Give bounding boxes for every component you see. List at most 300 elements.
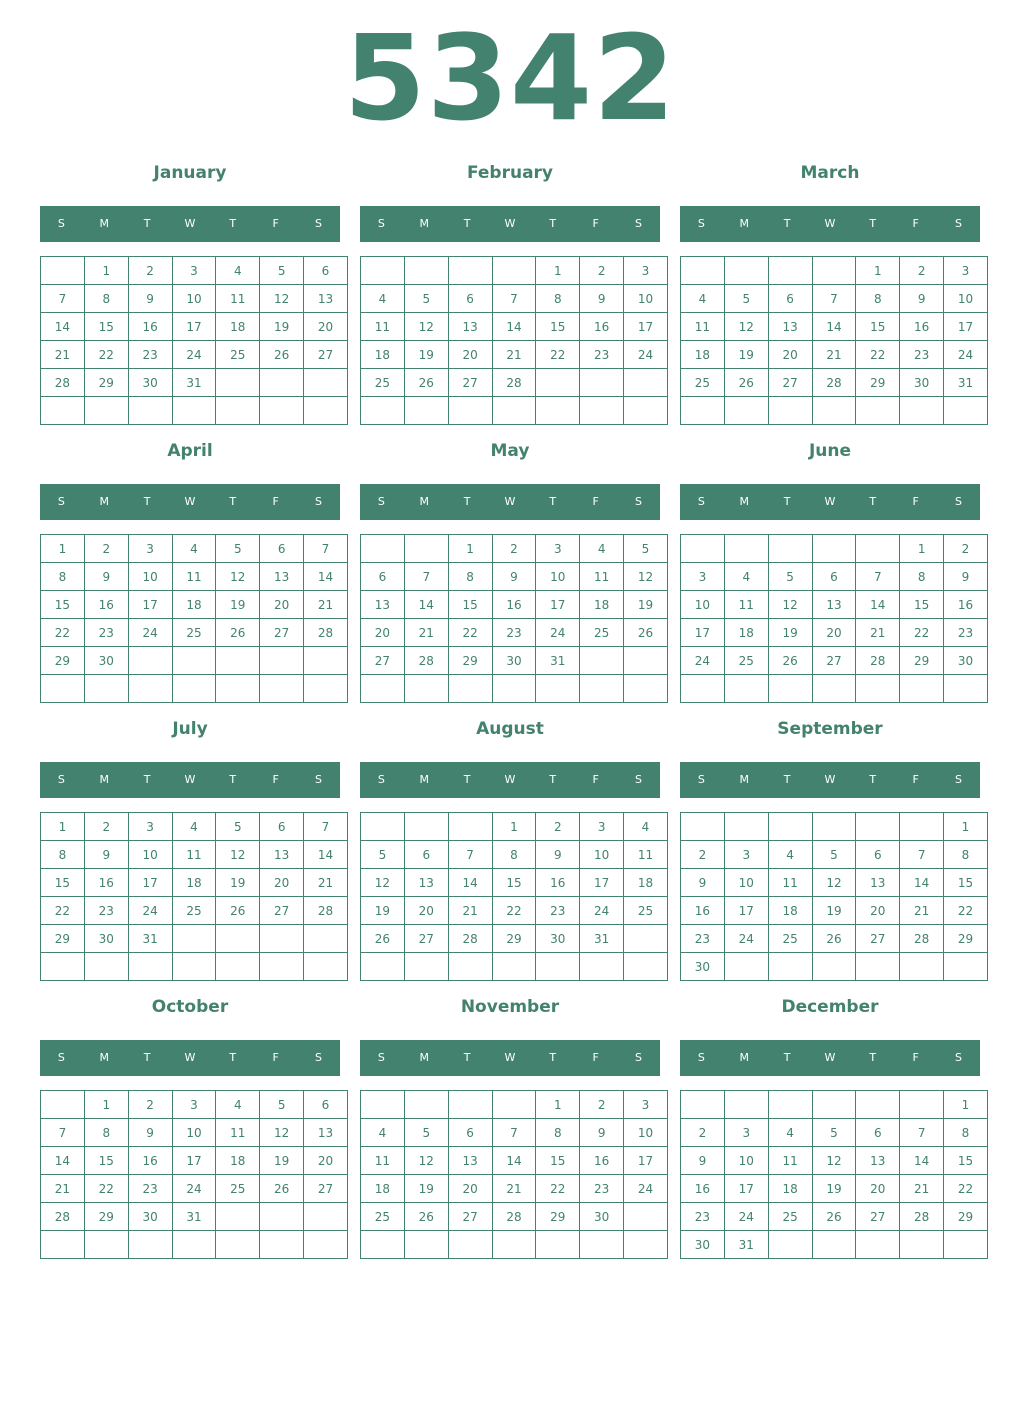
day-cell: 5 <box>361 841 405 869</box>
week-row <box>681 841 988 869</box>
weekday-header <box>680 206 980 242</box>
empty-day-cell <box>492 675 536 703</box>
day-cell: 12 <box>216 563 260 591</box>
week-row <box>41 897 348 925</box>
day-cell: 4 <box>216 257 260 285</box>
week-row <box>361 841 668 869</box>
day-cell: 3 <box>128 535 172 563</box>
empty-day-cell <box>304 953 348 981</box>
empty-day-cell <box>84 675 128 703</box>
empty-day-cell <box>624 397 668 425</box>
empty-day-cell <box>41 1091 85 1119</box>
day-cell: 6 <box>448 285 492 313</box>
day-cell: 5 <box>404 285 448 313</box>
day-cell: 8 <box>944 1119 988 1147</box>
day-cell: 19 <box>404 341 448 369</box>
day-cell: 22 <box>944 1175 988 1203</box>
empty-day-cell <box>448 1091 492 1119</box>
day-cell: 9 <box>128 285 172 313</box>
day-cell: 14 <box>812 313 856 341</box>
weekday-header <box>360 206 660 242</box>
day-cell: 16 <box>492 591 536 619</box>
weekday-label: S <box>954 217 962 230</box>
weekday-label: W <box>824 1051 836 1064</box>
empty-day-cell <box>944 953 988 981</box>
empty-day-cell <box>856 535 900 563</box>
day-cell: 22 <box>448 619 492 647</box>
week-row <box>361 369 668 397</box>
day-cell: 3 <box>580 813 624 841</box>
empty-day-cell <box>216 647 260 675</box>
day-cell: 26 <box>361 925 405 953</box>
day-cell: 3 <box>724 841 768 869</box>
day-cell: 4 <box>624 813 668 841</box>
day-cell: 14 <box>304 563 348 591</box>
empty-day-cell <box>856 1231 900 1259</box>
day-cell: 27 <box>856 925 900 953</box>
day-cell: 30 <box>84 647 128 675</box>
week-row <box>361 647 668 675</box>
day-grid <box>360 1090 668 1259</box>
day-cell: 19 <box>260 1147 304 1175</box>
empty-day-cell <box>536 675 580 703</box>
week-row <box>681 675 988 703</box>
day-cell: 30 <box>536 925 580 953</box>
day-cell: 2 <box>128 1091 172 1119</box>
empty-day-cell <box>128 1231 172 1259</box>
day-cell: 29 <box>41 925 85 953</box>
day-cell: 22 <box>41 619 85 647</box>
day-cell: 6 <box>361 563 405 591</box>
day-cell: 30 <box>580 1203 624 1231</box>
day-cell: 7 <box>900 841 944 869</box>
day-cell: 29 <box>41 647 85 675</box>
day-cell: 5 <box>216 535 260 563</box>
day-cell: 2 <box>580 257 624 285</box>
empty-day-cell <box>812 397 856 425</box>
day-cell: 10 <box>536 563 580 591</box>
empty-day-cell <box>724 813 768 841</box>
weekday-label: T <box>143 495 151 508</box>
day-cell: 31 <box>536 647 580 675</box>
day-cell: 20 <box>404 897 448 925</box>
day-cell: 12 <box>404 1147 448 1175</box>
empty-day-cell <box>724 257 768 285</box>
empty-day-cell <box>304 369 348 397</box>
day-cell: 17 <box>172 313 216 341</box>
day-cell: 29 <box>84 369 128 397</box>
day-cell: 24 <box>681 647 725 675</box>
day-cell: 27 <box>448 1203 492 1231</box>
day-cell: 6 <box>812 563 856 591</box>
week-row <box>41 841 348 869</box>
day-cell: 23 <box>128 341 172 369</box>
week-row <box>41 953 348 981</box>
empty-day-cell <box>724 1091 768 1119</box>
day-cell: 4 <box>724 563 768 591</box>
weekday-label: S <box>697 1051 705 1064</box>
day-cell: 26 <box>216 619 260 647</box>
empty-day-cell <box>216 369 260 397</box>
day-cell: 7 <box>812 285 856 313</box>
weekday-label: S <box>954 773 962 786</box>
day-cell: 7 <box>41 1119 85 1147</box>
weekday-label: W <box>184 217 196 230</box>
day-cell: 30 <box>681 1231 725 1259</box>
day-cell: 1 <box>944 1091 988 1119</box>
weekday-label: M <box>99 1051 110 1064</box>
week-row <box>681 813 988 841</box>
week-row <box>361 257 668 285</box>
empty-day-cell <box>768 397 812 425</box>
day-cell: 16 <box>128 1147 172 1175</box>
day-cell: 8 <box>536 285 580 313</box>
day-cell: 20 <box>260 869 304 897</box>
empty-day-cell <box>361 1091 405 1119</box>
weekday-label: T <box>869 217 877 230</box>
month-april <box>40 440 340 704</box>
day-cell: 15 <box>900 591 944 619</box>
day-cell: 9 <box>84 841 128 869</box>
empty-day-cell <box>260 1203 304 1231</box>
month-june <box>680 440 980 704</box>
empty-day-cell <box>448 953 492 981</box>
weekday-label: F <box>272 1051 279 1064</box>
day-cell: 28 <box>404 647 448 675</box>
day-cell: 1 <box>41 813 85 841</box>
weekday-label: W <box>184 1051 196 1064</box>
empty-day-cell <box>624 675 668 703</box>
day-cell: 8 <box>944 841 988 869</box>
day-cell: 6 <box>260 813 304 841</box>
day-cell: 19 <box>624 591 668 619</box>
day-cell: 4 <box>216 1091 260 1119</box>
day-cell: 24 <box>580 897 624 925</box>
day-cell: 16 <box>580 1147 624 1175</box>
empty-day-cell <box>724 675 768 703</box>
day-cell: 14 <box>448 869 492 897</box>
day-cell: 18 <box>768 897 812 925</box>
weekday-header <box>40 206 340 242</box>
day-cell: 24 <box>724 925 768 953</box>
day-cell: 7 <box>856 563 900 591</box>
day-cell: 11 <box>361 313 405 341</box>
empty-day-cell <box>361 675 405 703</box>
day-cell: 17 <box>128 869 172 897</box>
day-cell: 16 <box>128 313 172 341</box>
weekday-label: S <box>314 773 322 786</box>
week-row <box>41 535 348 563</box>
empty-day-cell <box>768 257 812 285</box>
weekday-label: T <box>549 1051 557 1064</box>
day-cell: 30 <box>944 647 988 675</box>
week-row <box>361 1231 668 1259</box>
empty-day-cell <box>624 647 668 675</box>
month-september <box>680 718 980 982</box>
day-cell: 24 <box>624 1175 668 1203</box>
empty-day-cell <box>681 675 725 703</box>
day-cell: 22 <box>84 341 128 369</box>
weekday-label: T <box>463 495 471 508</box>
weekday-label: T <box>229 1051 237 1064</box>
day-cell: 30 <box>128 369 172 397</box>
day-cell: 21 <box>41 1175 85 1203</box>
empty-day-cell <box>724 953 768 981</box>
weekday-label: S <box>57 495 65 508</box>
empty-day-cell <box>944 1231 988 1259</box>
weekday-label: T <box>229 773 237 786</box>
day-cell: 16 <box>580 313 624 341</box>
empty-day-cell <box>856 675 900 703</box>
weekday-label: M <box>419 773 430 786</box>
day-cell: 9 <box>944 563 988 591</box>
week-row <box>41 925 348 953</box>
empty-day-cell <box>448 675 492 703</box>
day-cell: 1 <box>900 535 944 563</box>
day-cell: 20 <box>260 591 304 619</box>
weekday-label: S <box>954 495 962 508</box>
empty-day-cell <box>536 953 580 981</box>
day-cell: 23 <box>128 1175 172 1203</box>
empty-day-cell <box>812 953 856 981</box>
day-cell: 6 <box>856 841 900 869</box>
day-cell: 24 <box>128 897 172 925</box>
day-cell: 15 <box>84 313 128 341</box>
day-cell: 30 <box>492 647 536 675</box>
day-cell: 2 <box>84 535 128 563</box>
day-cell: 30 <box>84 925 128 953</box>
day-cell: 13 <box>304 1119 348 1147</box>
day-cell: 11 <box>216 1119 260 1147</box>
day-cell: 7 <box>448 841 492 869</box>
empty-day-cell <box>260 953 304 981</box>
weekday-label: F <box>912 1051 919 1064</box>
empty-day-cell <box>260 647 304 675</box>
day-cell: 29 <box>900 647 944 675</box>
day-cell: 31 <box>172 369 216 397</box>
day-cell: 5 <box>812 1119 856 1147</box>
empty-day-cell <box>304 1203 348 1231</box>
day-cell: 23 <box>84 897 128 925</box>
week-row <box>41 397 348 425</box>
empty-day-cell <box>856 953 900 981</box>
day-cell: 15 <box>944 869 988 897</box>
day-cell: 15 <box>41 591 85 619</box>
weekday-label: S <box>57 773 65 786</box>
empty-day-cell <box>580 1231 624 1259</box>
weekday-label: T <box>143 773 151 786</box>
day-cell: 16 <box>944 591 988 619</box>
empty-day-cell <box>536 1231 580 1259</box>
day-cell: 11 <box>580 563 624 591</box>
weekday-label: F <box>912 495 919 508</box>
weekday-label: S <box>314 495 322 508</box>
month-august <box>360 718 660 982</box>
week-row <box>361 285 668 313</box>
empty-day-cell <box>41 257 85 285</box>
day-grid <box>680 812 988 981</box>
week-row <box>361 563 668 591</box>
day-cell: 9 <box>681 869 725 897</box>
month-may <box>360 440 660 704</box>
day-cell: 2 <box>84 813 128 841</box>
week-row <box>41 285 348 313</box>
day-cell: 21 <box>812 341 856 369</box>
week-row <box>41 563 348 591</box>
empty-day-cell <box>944 675 988 703</box>
month-name: August <box>476 719 544 739</box>
weekday-label: W <box>504 1051 516 1064</box>
day-cell: 11 <box>724 591 768 619</box>
day-cell: 11 <box>768 869 812 897</box>
day-cell: 3 <box>128 813 172 841</box>
day-cell: 4 <box>172 813 216 841</box>
empty-day-cell <box>624 369 668 397</box>
day-cell: 9 <box>492 563 536 591</box>
day-cell: 25 <box>768 925 812 953</box>
day-cell: 13 <box>404 869 448 897</box>
day-cell: 29 <box>944 925 988 953</box>
weekday-header <box>680 1040 980 1076</box>
empty-day-cell <box>624 1203 668 1231</box>
day-cell: 11 <box>216 285 260 313</box>
weekday-label: T <box>463 773 471 786</box>
day-cell: 5 <box>404 1119 448 1147</box>
day-cell: 5 <box>812 841 856 869</box>
day-cell: 13 <box>856 869 900 897</box>
day-cell: 28 <box>856 647 900 675</box>
day-cell: 10 <box>172 1119 216 1147</box>
week-row <box>361 341 668 369</box>
day-cell: 1 <box>856 257 900 285</box>
day-cell: 10 <box>624 1119 668 1147</box>
day-cell: 13 <box>260 841 304 869</box>
day-cell: 11 <box>172 563 216 591</box>
week-row <box>681 1203 988 1231</box>
weekday-label: M <box>99 773 110 786</box>
day-cell: 11 <box>624 841 668 869</box>
empty-day-cell <box>41 397 85 425</box>
day-cell: 24 <box>172 1175 216 1203</box>
day-cell: 6 <box>260 535 304 563</box>
empty-day-cell <box>84 397 128 425</box>
weekday-label: S <box>377 495 385 508</box>
month-name: November <box>460 997 560 1017</box>
day-cell: 19 <box>216 869 260 897</box>
day-cell: 17 <box>536 591 580 619</box>
week-row <box>681 369 988 397</box>
empty-day-cell <box>41 953 85 981</box>
day-cell: 29 <box>944 1203 988 1231</box>
day-cell: 12 <box>812 869 856 897</box>
day-cell: 9 <box>536 841 580 869</box>
empty-day-cell <box>260 397 304 425</box>
weekday-header <box>40 484 340 520</box>
day-cell: 31 <box>944 369 988 397</box>
day-cell: 14 <box>404 591 448 619</box>
empty-day-cell <box>624 953 668 981</box>
empty-day-cell <box>768 675 812 703</box>
week-row <box>681 285 988 313</box>
empty-day-cell <box>580 369 624 397</box>
month-name: July <box>172 719 208 739</box>
week-row <box>681 647 988 675</box>
weekday-label: F <box>912 773 919 786</box>
day-cell: 26 <box>404 1203 448 1231</box>
empty-day-cell <box>768 535 812 563</box>
day-cell: 1 <box>84 1091 128 1119</box>
day-cell: 19 <box>812 897 856 925</box>
day-cell: 13 <box>448 1147 492 1175</box>
day-cell: 28 <box>812 369 856 397</box>
week-row <box>361 897 668 925</box>
day-cell: 7 <box>304 535 348 563</box>
day-cell: 4 <box>172 535 216 563</box>
day-cell: 15 <box>856 313 900 341</box>
weekday-header <box>360 762 660 798</box>
day-cell: 2 <box>492 535 536 563</box>
month-name: September <box>777 719 883 739</box>
day-cell: 6 <box>448 1119 492 1147</box>
empty-day-cell <box>41 1231 85 1259</box>
day-cell: 24 <box>624 341 668 369</box>
day-cell: 17 <box>624 313 668 341</box>
day-cell: 3 <box>681 563 725 591</box>
empty-day-cell <box>681 535 725 563</box>
weekday-label: T <box>229 217 237 230</box>
week-row <box>361 1147 668 1175</box>
day-cell: 25 <box>361 1203 405 1231</box>
day-cell: 6 <box>856 1119 900 1147</box>
day-cell: 29 <box>84 1203 128 1231</box>
day-cell: 28 <box>41 369 85 397</box>
month-july <box>40 718 340 982</box>
empty-day-cell <box>260 925 304 953</box>
day-cell: 16 <box>84 591 128 619</box>
weekday-label: S <box>377 773 385 786</box>
day-cell: 20 <box>448 341 492 369</box>
empty-day-cell <box>404 675 448 703</box>
day-cell: 8 <box>536 1119 580 1147</box>
weekday-label: S <box>57 1051 65 1064</box>
day-cell: 12 <box>216 841 260 869</box>
month-december <box>680 996 980 1260</box>
week-row <box>41 1175 348 1203</box>
week-row <box>41 1203 348 1231</box>
day-cell: 1 <box>84 257 128 285</box>
day-cell: 20 <box>304 1147 348 1175</box>
day-grid <box>40 1090 348 1259</box>
week-row <box>41 369 348 397</box>
day-cell: 19 <box>361 897 405 925</box>
day-cell: 30 <box>128 1203 172 1231</box>
month-january <box>40 162 340 426</box>
weekday-label: S <box>634 773 642 786</box>
week-row <box>681 1119 988 1147</box>
week-row <box>681 257 988 285</box>
weekday-label: T <box>783 1051 791 1064</box>
day-cell: 23 <box>681 925 725 953</box>
day-cell: 2 <box>128 257 172 285</box>
day-cell: 26 <box>724 369 768 397</box>
empty-day-cell <box>216 675 260 703</box>
week-row <box>681 897 988 925</box>
day-cell: 27 <box>768 369 812 397</box>
empty-day-cell <box>172 953 216 981</box>
weekday-label: S <box>314 217 322 230</box>
weekday-label: F <box>592 495 599 508</box>
week-row <box>361 591 668 619</box>
